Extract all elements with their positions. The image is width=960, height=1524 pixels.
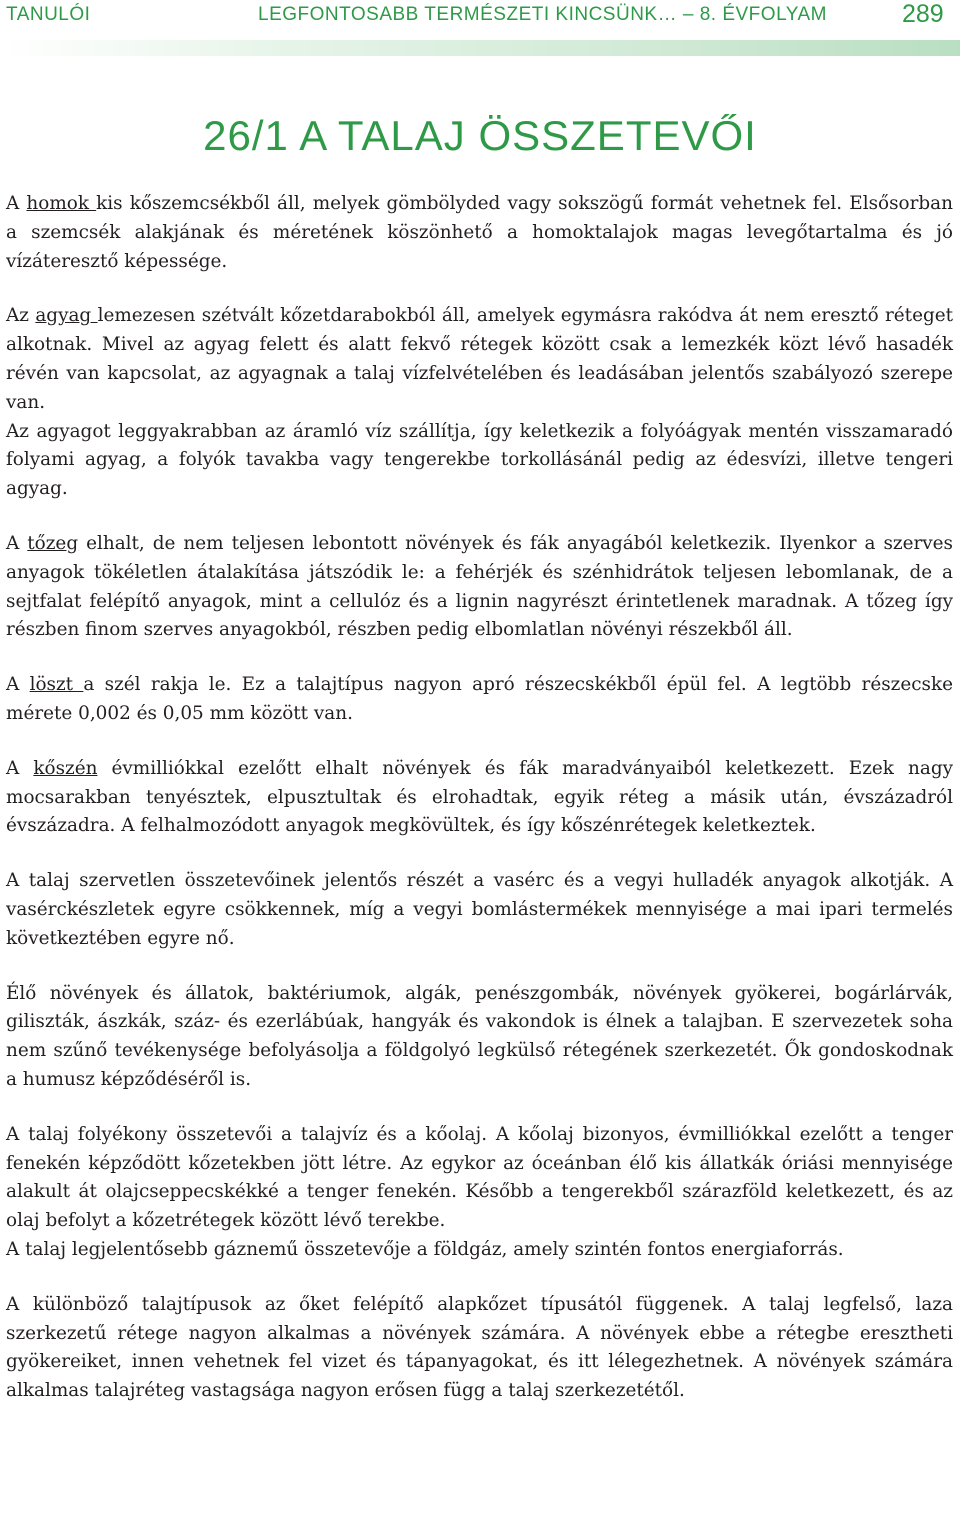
text: kis kőszemcsékből áll, melyek gömbölyded vagy sokszögű formát vehetnek fel. Elsősorban a szemcsék alakjának és méretének köszönhető a homoktalajok magas levegőtartalma és jó vízáteresztő képessége. bbox=[6, 193, 953, 272]
term-homok: homok bbox=[26, 193, 97, 214]
page-number: 289 bbox=[902, 0, 944, 28]
text: lemezesen szétvált kőzetdarabokból áll, amelyek egymásra rakódva át nem eresztő réteget alkotnak. Mivel az agyag felett és alatt fekvő rétegek között csak a lemezkék közt lévő hasadék révén van kapcsolat, az agyagnak a talaj vízfelvételében és leadásában jelentős szabályozó szerepe van. bbox=[6, 305, 953, 413]
text: elhalt, de nem teljesen lebontott növények és fák anyagából keletkezik. Ilyenkor a szerves anyagok tökéletlen átalakítása játszódik le: a fehérjék és szénhidrátok teljesen lebomlanak, de a sejtfalat felépítő anyagok, mint a cellulóz és a lignin nagyrészt érintetlenek maradnak. A tőzeg így részben finom szerves anyagokból, részben pedig elbomlatlan növényi részekből áll. bbox=[6, 532, 953, 641]
text: A bbox=[6, 757, 34, 779]
paragraph-talajtipusok: A különböző talajtípusok az őket felépítő alapkőzet típusától függenek. A talaj legfelső, laza szerkezetű rétege nagyon alkalmas a növények számára. A növények ebbe a rétegbe eresztheti gyökereiket, innen vehetnek fel vizet és tápanyagokat, és itt lélegezhetnek. A növények számára alkalmas talajréteg vastagsága nagyon erősen függ a talaj szerkezetétől. bbox=[6, 1293, 953, 1402]
article-body bbox=[6, 190, 953, 1406]
paragraph-homok bbox=[6, 190, 953, 276]
paragraph-agyag-2: Az agyagot leggyakrabban az áramló víz szállítja, így keletkezik a folyóágyak mentén visszamaradó folyami agyag, a folyók tavakba vagy tengerekbe torkollásánál pedig az édesvízi, illetve tengeri agyag. bbox=[6, 420, 953, 500]
text: A bbox=[6, 674, 30, 696]
text: a szél rakja le. Ez a talajtípus nagyon apró részecskékből épül fel. A legtöbb részecske mérete 0,002 és 0,05 mm között van. bbox=[6, 674, 953, 724]
text: A bbox=[6, 193, 27, 214]
term-losz: löszt bbox=[29, 674, 84, 696]
paragraph-koszen bbox=[6, 755, 953, 841]
text: A bbox=[6, 532, 28, 554]
paragraph-folyekony: A talaj folyékony összetevői a talajvíz és a kőolaj. A kőolaj bizonyos, évmilliókkal ezelőtt a tenger fenekén képződött kőzetekben jött létre. Az egykor az óceánban élő kis állatkák óriási mennyisége alakult át olajcseppecskékké a tenger fenekén. Később a tengerekből szárazföld keletkezett, és az olaj befolyt a kőzetrétegek között lévő terekbe. bbox=[6, 1123, 953, 1232]
text: évmilliókkal ezelőtt elhalt növények és fák maradványaiból keletkezett. Ezek nagy mocsarakban tenyésztek, elpusztultak és elrohadtak, egyik réteg a másik után, évszázadról évszázadra. A felhalmozódott anyagok megkövültek, és így kőszénrétegek keletkeztek. bbox=[6, 757, 953, 837]
term-koszen: kőszén bbox=[33, 757, 98, 779]
paragraph-losz bbox=[6, 671, 953, 729]
paragraph-agyag bbox=[6, 302, 953, 417]
term-agyag: agyag bbox=[35, 305, 98, 327]
paragraph-elo-szervezetek: Élő növények és állatok, baktériumok, algák, penészgombák, növények gyökerei, bogárlárvák, giliszták, ászkák, száz- és ezerlábúak, hangyák és vakondok is élnek a talajban. E szervezetek soha nem szűnő tevékenysége befolyásolja a földgolyó legkülső rétegének szerkezetét. Ők gondoskodnak a humusz képződéséről is. bbox=[6, 982, 953, 1090]
text: Az bbox=[6, 305, 36, 327]
paragraph-gaznemu: A talaj legjelentősebb gáznemű összetevője a földgáz, amely szintén fontos energiaforrás. bbox=[6, 1238, 844, 1260]
header-label-left: TANULÓI bbox=[6, 4, 91, 25]
paragraph-tozeg bbox=[6, 530, 953, 645]
paragraph-szervetlen: A talaj szervetlen összetevőinek jelentős részét a vasérc és a vegyi hulladék anyagok alkotják. A vasérckészletek egyre csökkennek, míg a vegyi bomlástermékek mennyisége a mai ipari termelés következtében egyre nő. bbox=[6, 870, 953, 949]
page-header bbox=[0, 0, 960, 34]
header-label-center: LEGFONTOSABB TERMÉSZETI KINCSÜNK… – 8. ÉVFOLYAM bbox=[258, 4, 827, 25]
header-gradient-band bbox=[0, 40, 960, 56]
term-tozeg: tőzeg bbox=[27, 532, 79, 554]
page-title: 26/1 A TALAJ ÖSSZETEVŐI bbox=[203, 112, 757, 159]
